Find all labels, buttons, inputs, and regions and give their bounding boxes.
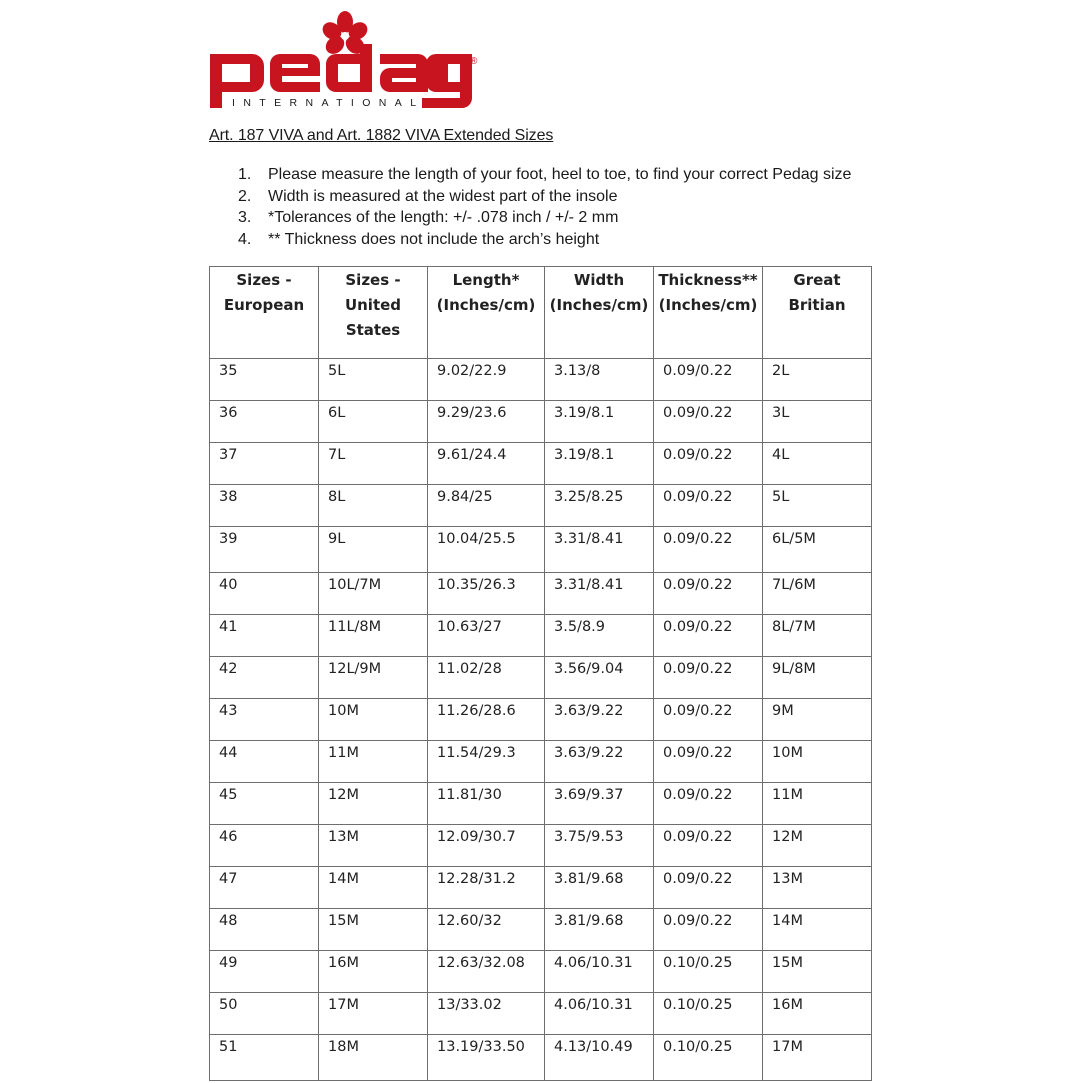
cell-length: 9.61/24.4 (428, 443, 545, 485)
instruction-text: Width is measured at the widest part of the insole (268, 187, 618, 205)
cell-us-size: 14M (319, 867, 428, 909)
instruction-number: 4. (238, 230, 252, 248)
cell-thickness: 0.09/0.22 (654, 485, 763, 527)
pedag-logo-graphic (206, 4, 478, 114)
cell-gb-size: 17M (763, 1035, 872, 1081)
instructions-list (238, 164, 851, 250)
cell-width: 3.63/9.22 (545, 699, 654, 741)
instruction-item (238, 207, 851, 229)
cell-width: 4.13/10.49 (545, 1035, 654, 1081)
table-row (210, 1035, 872, 1081)
table-row (210, 909, 872, 951)
table-row (210, 783, 872, 825)
cell-gb-size: 12M (763, 825, 872, 867)
cell-us-size: 10M (319, 699, 428, 741)
cell-width: 3.56/9.04 (545, 657, 654, 699)
cell-length: 11.26/28.6 (428, 699, 545, 741)
table-row (210, 657, 872, 699)
instruction-text: Please measure the length of your foot, heel to toe, to find your correct Pedag size (268, 166, 852, 183)
cell-gb-size: 7L/6M (763, 573, 872, 615)
cell-eu-size: 47 (210, 867, 319, 909)
cell-us-size: 16M (319, 951, 428, 993)
cell-eu-size: 48 (210, 909, 319, 951)
cell-length: 11.54/29.3 (428, 741, 545, 783)
cell-width: 3.19/8.1 (545, 443, 654, 485)
cell-thickness: 0.09/0.22 (654, 657, 763, 699)
cell-width: 3.81/9.68 (545, 909, 654, 951)
cell-thickness: 0.09/0.22 (654, 741, 763, 783)
cell-us-size: 6L (319, 401, 428, 443)
instruction-number: 3. (238, 209, 252, 226)
table-row (210, 443, 872, 485)
cell-eu-size: 43 (210, 699, 319, 741)
header-length: Length* (Inches/cm) (428, 267, 545, 359)
table-header-row (210, 267, 872, 359)
document-title: Art. 187 VIVA and Art. 1882 VIVA Extended Sizes (209, 127, 554, 144)
cell-gb-size: 5L (763, 485, 872, 527)
cell-thickness: 0.10/0.25 (654, 1035, 763, 1081)
table-body (210, 359, 872, 1081)
cell-gb-size: 4L (763, 443, 872, 485)
instruction-text: ** Thickness does not include the arch’s height (268, 230, 600, 248)
cell-gb-size: 3L (763, 401, 872, 443)
cell-gb-size: 6L/5M (763, 527, 872, 573)
table-row (210, 867, 872, 909)
cell-gb-size: 16M (763, 993, 872, 1035)
cell-eu-size: 51 (210, 1035, 319, 1081)
cell-width: 3.63/9.22 (545, 741, 654, 783)
cell-length: 13/33.02 (428, 993, 545, 1035)
table-row (210, 825, 872, 867)
cell-thickness: 0.09/0.22 (654, 783, 763, 825)
table-row (210, 527, 872, 573)
cell-length: 12.63/32.08 (428, 951, 545, 993)
cell-length: 10.35/26.3 (428, 573, 545, 615)
cell-thickness: 0.09/0.22 (654, 401, 763, 443)
cell-width: 4.06/10.31 (545, 993, 654, 1035)
cell-thickness: 0.09/0.22 (654, 699, 763, 741)
cell-gb-size: 10M (763, 741, 872, 783)
table-row (210, 699, 872, 741)
cell-us-size: 13M (319, 825, 428, 867)
cell-length: 9.84/25 (428, 485, 545, 527)
cell-thickness: 0.10/0.25 (654, 951, 763, 993)
cell-gb-size: 11M (763, 783, 872, 825)
cell-thickness: 0.09/0.22 (654, 867, 763, 909)
cell-us-size: 15M (319, 909, 428, 951)
cell-thickness: 0.09/0.22 (654, 573, 763, 615)
cell-width: 3.13/8 (545, 359, 654, 401)
table-row (210, 951, 872, 993)
cell-us-size: 7L (319, 443, 428, 485)
cell-eu-size: 42 (210, 657, 319, 699)
table-row (210, 615, 872, 657)
cell-width: 3.81/9.68 (545, 867, 654, 909)
logo-subtitle: INTERNATIONAL (232, 97, 425, 109)
header-width: Width (Inches/cm) (545, 267, 654, 359)
cell-length: 11.02/28 (428, 657, 545, 699)
instruction-item (238, 186, 851, 208)
instruction-number: 1. (238, 166, 252, 183)
cell-us-size: 5L (319, 359, 428, 401)
cell-thickness: 0.09/0.22 (654, 443, 763, 485)
cell-width: 3.69/9.37 (545, 783, 654, 825)
cell-length: 10.63/27 (428, 615, 545, 657)
header-thickness: Thickness** (Inches/cm) (654, 267, 763, 359)
cell-eu-size: 46 (210, 825, 319, 867)
cell-gb-size: 9L/8M (763, 657, 872, 699)
cell-gb-size: 15M (763, 951, 872, 993)
header-eu-size: Sizes - European (210, 267, 319, 359)
header-us-size: Sizes - United States (319, 267, 428, 359)
table-row (210, 359, 872, 401)
cell-gb-size: 2L (763, 359, 872, 401)
cell-us-size: 17M (319, 993, 428, 1035)
cell-width: 3.19/8.1 (545, 401, 654, 443)
cell-length: 11.81/30 (428, 783, 545, 825)
cell-length: 13.19/33.50 (428, 1035, 545, 1081)
cell-length: 12.28/31.2 (428, 867, 545, 909)
cell-width: 3.25/8.25 (545, 485, 654, 527)
cell-width: 3.31/8.41 (545, 527, 654, 573)
cell-us-size: 12M (319, 783, 428, 825)
cell-width: 4.06/10.31 (545, 951, 654, 993)
pedag-logo (206, 4, 478, 114)
cell-thickness: 0.09/0.22 (654, 359, 763, 401)
cell-eu-size: 37 (210, 443, 319, 485)
instruction-item (238, 229, 851, 251)
instruction-item (238, 164, 851, 186)
cell-length: 10.04/25.5 (428, 527, 545, 573)
cell-length: 9.29/23.6 (428, 401, 545, 443)
table-row (210, 485, 872, 527)
cell-width: 3.5/8.9 (545, 615, 654, 657)
cell-us-size: 11L/8M (319, 615, 428, 657)
table-row (210, 993, 872, 1035)
size-chart-table (209, 266, 872, 1081)
cell-gb-size: 14M (763, 909, 872, 951)
header-gb-size: Great Britian (763, 267, 872, 359)
table-row (210, 401, 872, 443)
cell-length: 12.60/32 (428, 909, 545, 951)
instruction-text: *Tolerances of the length: +/- .078 inch / +/- 2 mm (268, 209, 619, 226)
cell-eu-size: 45 (210, 783, 319, 825)
cell-eu-size: 40 (210, 573, 319, 615)
table-row (210, 573, 872, 615)
cell-eu-size: 38 (210, 485, 319, 527)
registered-mark: ® (470, 56, 478, 67)
cell-thickness: 0.09/0.22 (654, 615, 763, 657)
cell-eu-size: 35 (210, 359, 319, 401)
cell-thickness: 0.10/0.25 (654, 993, 763, 1035)
cell-thickness: 0.09/0.22 (654, 909, 763, 951)
cell-length: 9.02/22.9 (428, 359, 545, 401)
cell-eu-size: 39 (210, 527, 319, 573)
cell-us-size: 8L (319, 485, 428, 527)
cell-us-size: 11M (319, 741, 428, 783)
cell-us-size: 9L (319, 527, 428, 573)
cell-gb-size: 8L/7M (763, 615, 872, 657)
cell-gb-size: 9M (763, 699, 872, 741)
cell-eu-size: 44 (210, 741, 319, 783)
cell-eu-size: 49 (210, 951, 319, 993)
cell-eu-size: 41 (210, 615, 319, 657)
cell-eu-size: 36 (210, 401, 319, 443)
cell-thickness: 0.09/0.22 (654, 527, 763, 573)
instruction-number: 2. (238, 187, 252, 205)
cell-width: 3.75/9.53 (545, 825, 654, 867)
cell-us-size: 18M (319, 1035, 428, 1081)
cell-eu-size: 50 (210, 993, 319, 1035)
cell-us-size: 10L/7M (319, 573, 428, 615)
table-row (210, 741, 872, 783)
cell-thickness: 0.09/0.22 (654, 825, 763, 867)
cell-length: 12.09/30.7 (428, 825, 545, 867)
cell-width: 3.31/8.41 (545, 573, 654, 615)
cell-us-size: 12L/9M (319, 657, 428, 699)
cell-gb-size: 13M (763, 867, 872, 909)
